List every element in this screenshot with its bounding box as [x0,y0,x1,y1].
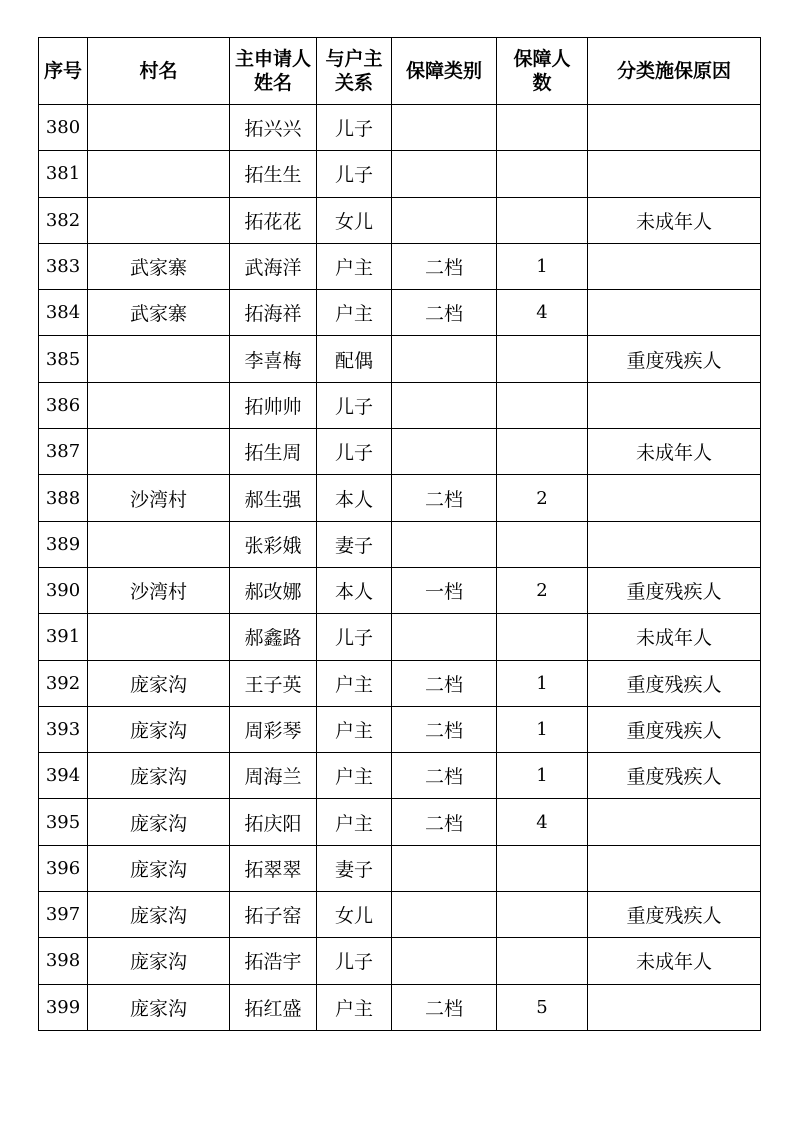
serial-cell: 384 [39,290,88,336]
village-cell [88,521,230,567]
serial-cell: 396 [39,845,88,891]
serial-cell: 393 [39,706,88,752]
reason-cell [588,243,761,289]
table-row [39,660,761,706]
relation-cell: 本人 [317,567,392,613]
relation-cell: 户主 [317,706,392,752]
reason-cell: 重度残疾人 [588,660,761,706]
table-row [39,984,761,1030]
applicant-cell: 拓红盛 [230,984,317,1030]
reason-cell: 重度残疾人 [588,567,761,613]
category-cell: 一档 [392,567,497,613]
applicant-cell: 拓浩宇 [230,938,317,984]
assistance-table [38,37,761,1031]
category-cell [392,892,497,938]
relation-cell: 儿子 [317,382,392,428]
reason-cell [588,382,761,428]
relation-cell: 配偶 [317,336,392,382]
reason-cell [588,475,761,521]
header-relation: 与户主关系 [317,38,392,105]
serial-cell: 380 [39,105,88,151]
category-cell [392,105,497,151]
category-cell: 二档 [392,475,497,521]
reason-cell [588,290,761,336]
category-cell [392,429,497,475]
table-row [39,567,761,613]
reason-cell: 未成年人 [588,614,761,660]
applicant-cell: 拓翠翠 [230,845,317,891]
header-count: 保障人数 [497,38,588,105]
category-cell [392,151,497,197]
applicant-cell: 拓生生 [230,151,317,197]
table-row [39,243,761,289]
count-cell: 4 [497,290,588,336]
table-row [39,799,761,845]
header-reason: 分类施保原因 [588,38,761,105]
applicant-cell: 拓兴兴 [230,105,317,151]
reason-cell: 重度残疾人 [588,336,761,382]
table-row [39,614,761,660]
count-cell [497,151,588,197]
village-cell: 武家寨 [88,243,230,289]
relation-cell: 户主 [317,290,392,336]
category-cell [392,521,497,567]
category-cell: 二档 [392,753,497,799]
reason-cell: 重度残疾人 [588,706,761,752]
count-cell [497,429,588,475]
applicant-cell: 拓生周 [230,429,317,475]
relation-cell: 女儿 [317,892,392,938]
applicant-cell: 李喜梅 [230,336,317,382]
category-cell [392,197,497,243]
count-cell: 2 [497,475,588,521]
village-cell [88,429,230,475]
village-cell: 庞家沟 [88,892,230,938]
table-row [39,336,761,382]
table-row [39,290,761,336]
relation-cell: 儿子 [317,429,392,475]
reason-cell [588,151,761,197]
village-cell: 庞家沟 [88,938,230,984]
serial-cell: 385 [39,336,88,382]
category-cell [392,938,497,984]
count-cell: 4 [497,799,588,845]
relation-cell: 儿子 [317,614,392,660]
header-category: 保障类别 [392,38,497,105]
category-cell [392,614,497,660]
reason-cell: 重度残疾人 [588,753,761,799]
reason-cell [588,799,761,845]
count-cell [497,336,588,382]
serial-cell: 381 [39,151,88,197]
serial-cell: 383 [39,243,88,289]
table-row [39,845,761,891]
table-row [39,197,761,243]
relation-cell: 儿子 [317,938,392,984]
count-cell: 1 [497,753,588,799]
table-row [39,151,761,197]
reason-cell: 未成年人 [588,197,761,243]
table-row [39,892,761,938]
count-cell: 1 [497,243,588,289]
count-cell [497,892,588,938]
category-cell: 二档 [392,243,497,289]
serial-cell: 388 [39,475,88,521]
relation-cell: 户主 [317,660,392,706]
count-cell [497,197,588,243]
relation-cell: 本人 [317,475,392,521]
header-serial: 序号 [39,38,88,105]
table-row [39,521,761,567]
village-cell [88,614,230,660]
reason-cell: 未成年人 [588,938,761,984]
serial-cell: 392 [39,660,88,706]
table-row [39,475,761,521]
table-row [39,105,761,151]
relation-cell: 儿子 [317,105,392,151]
table-row [39,706,761,752]
relation-cell: 妻子 [317,845,392,891]
reason-cell [588,845,761,891]
count-cell: 1 [497,660,588,706]
header-row [39,38,761,105]
serial-cell: 398 [39,938,88,984]
count-cell [497,105,588,151]
applicant-cell: 拓海祥 [230,290,317,336]
serial-cell: 397 [39,892,88,938]
category-cell [392,382,497,428]
serial-cell: 387 [39,429,88,475]
reason-cell: 重度残疾人 [588,892,761,938]
applicant-cell: 拓帅帅 [230,382,317,428]
count-cell: 5 [497,984,588,1030]
relation-cell: 妻子 [317,521,392,567]
applicant-cell: 武海洋 [230,243,317,289]
village-cell [88,105,230,151]
relation-cell: 户主 [317,984,392,1030]
village-cell: 沙湾村 [88,567,230,613]
category-cell: 二档 [392,984,497,1030]
table-row [39,938,761,984]
applicant-cell: 拓子窑 [230,892,317,938]
reason-cell: 未成年人 [588,429,761,475]
serial-cell: 382 [39,197,88,243]
village-cell [88,382,230,428]
header-applicant: 主申请人姓名 [230,38,317,105]
village-cell: 武家寨 [88,290,230,336]
count-cell [497,521,588,567]
village-cell: 庞家沟 [88,984,230,1030]
relation-cell: 户主 [317,753,392,799]
count-cell: 1 [497,706,588,752]
count-cell: 2 [497,567,588,613]
village-cell: 庞家沟 [88,706,230,752]
village-cell: 庞家沟 [88,845,230,891]
serial-cell: 394 [39,753,88,799]
category-cell: 二档 [392,290,497,336]
count-cell [497,614,588,660]
applicant-cell: 周海兰 [230,753,317,799]
serial-cell: 386 [39,382,88,428]
serial-cell: 399 [39,984,88,1030]
village-cell [88,197,230,243]
reason-cell [588,984,761,1030]
serial-cell: 390 [39,567,88,613]
header-village: 村名 [88,38,230,105]
applicant-cell: 郝生强 [230,475,317,521]
reason-cell [588,521,761,567]
village-cell: 庞家沟 [88,799,230,845]
applicant-cell: 郝鑫路 [230,614,317,660]
table-row [39,429,761,475]
serial-cell: 389 [39,521,88,567]
relation-cell: 女儿 [317,197,392,243]
applicant-cell: 王子英 [230,660,317,706]
serial-cell: 391 [39,614,88,660]
category-cell [392,336,497,382]
relation-cell: 户主 [317,243,392,289]
applicant-cell: 拓花花 [230,197,317,243]
applicant-cell: 郝改娜 [230,567,317,613]
village-cell: 沙湾村 [88,475,230,521]
relation-cell: 户主 [317,799,392,845]
table-row [39,753,761,799]
applicant-cell: 周彩琴 [230,706,317,752]
category-cell: 二档 [392,799,497,845]
serial-cell: 395 [39,799,88,845]
count-cell [497,938,588,984]
category-cell: 二档 [392,660,497,706]
village-cell [88,151,230,197]
village-cell: 庞家沟 [88,660,230,706]
table-row [39,382,761,428]
reason-cell [588,105,761,151]
village-cell [88,336,230,382]
village-cell: 庞家沟 [88,753,230,799]
count-cell [497,845,588,891]
applicant-cell: 张彩娥 [230,521,317,567]
count-cell [497,382,588,428]
category-cell: 二档 [392,706,497,752]
relation-cell: 儿子 [317,151,392,197]
applicant-cell: 拓庆阳 [230,799,317,845]
category-cell [392,845,497,891]
